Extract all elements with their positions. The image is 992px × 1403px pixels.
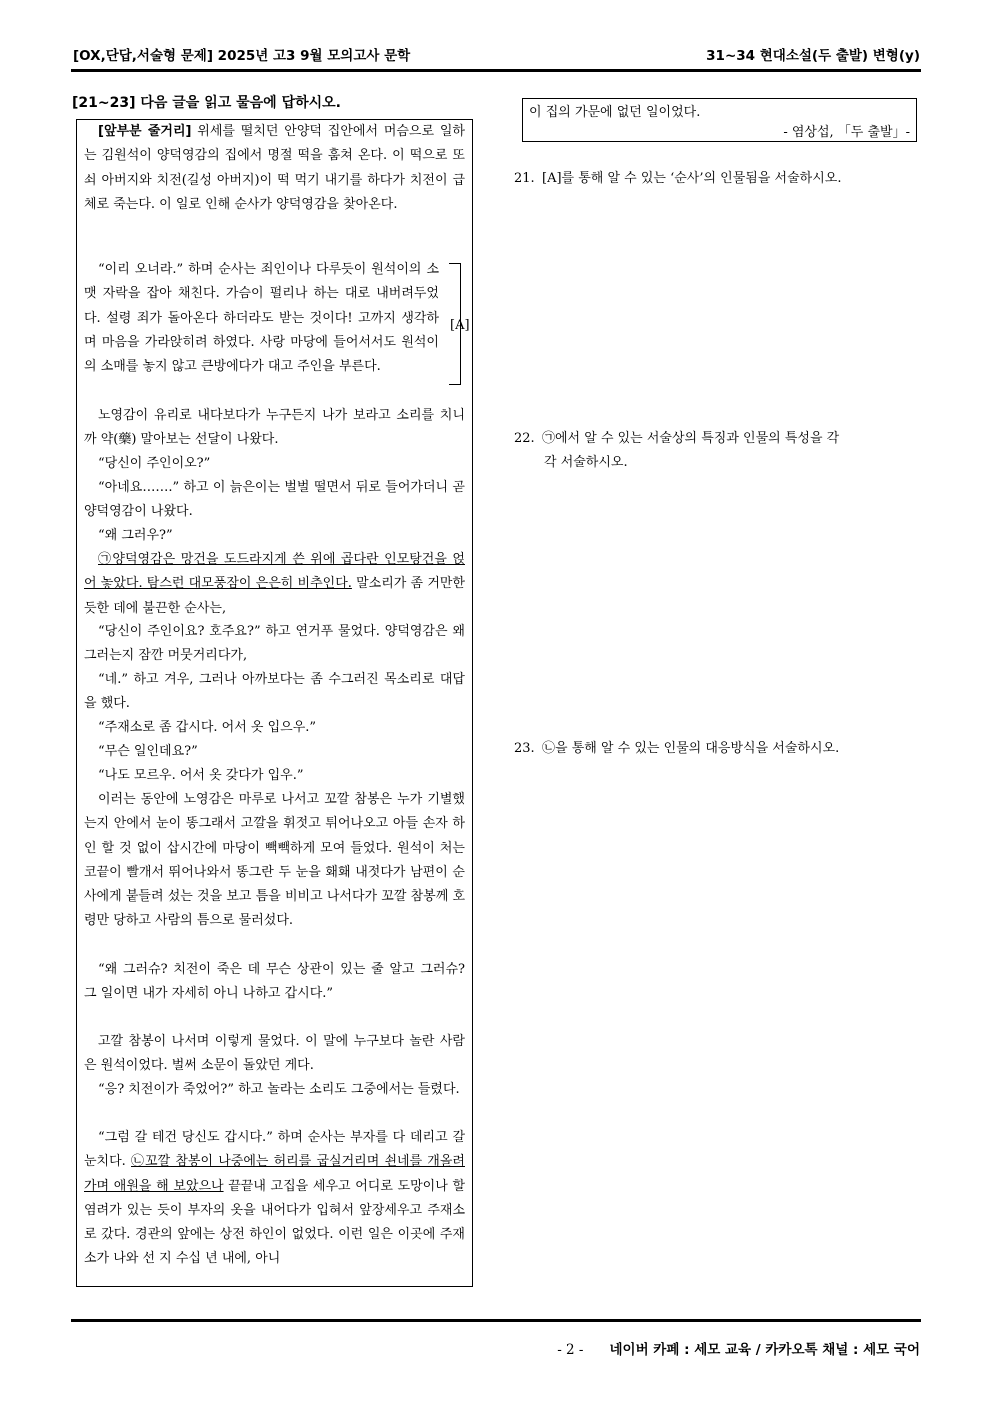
passage-paragraph: 이러는 동안에 노영감은 마루로 나서고 꼬깔 참봉은 누가 기별했는지 안에서 눈이 똥그래서 고깔을 휘젓고 튀어나오고 아들 손자 하인 할 것 없이 삽시간에 마당이 빽빽하게 모여 들었다. 원석이 처는 코끝이 빨개서 뛰어나와서 똥그란 두 눈을 홰홰 내젓다가 남편이 순사에게 붙들려 섰는 것을 보고 틈을 비비고 나서다가 꼬깔 참봉께 호령만 당하고 사람의 틈으로 물러섰다. <box>84 792 465 929</box>
footer-text: 네이버 카페 : 세모 교육 / 카카오톡 채널 : 세모 국어 <box>609 1342 920 1358</box>
passage-paragraph-a: “이리 오너라.” 하며 순사는 죄인이나 다루듯이 원석이의 소맷 자락을 잡아 채친다. 가슴이 펄리나 하는 대로 내버려두었다. 설령 죄가 돌아온다 하더라도 받는 것이다! 고까지 생각하며 마음을 가라앉히려 하였다. 사랑 마당에 들어서서도 원석이의 소매를 놓지 않고 큰방에다가 대고 주인을 부른다. <box>84 262 439 375</box>
passage-paragraph: “네.” 하고 겨우, 그러나 아까보다는 좀 수그러진 목소리로 대답을 했다. <box>84 672 465 712</box>
passage-paragraph: “당신이 주인이오?” <box>98 456 211 471</box>
passage-box <box>76 119 473 1287</box>
instruction: [21~23] 다음 글을 읽고 물음에 답하시오. <box>72 95 341 111</box>
source-citation: - 염상섭, 「두 출발」- <box>783 125 910 140</box>
passage-paragraph: “아네요…….” 하고 이 늙은이는 벌벌 떨면서 뒤로 들어가더니 곧 양덕영감이 나왔다. <box>84 480 465 520</box>
passage-paragraph: “주재소로 좀 갑시다. 어서 옷 입으우.” <box>98 720 317 735</box>
header-title: [OX,단답,서술형 문제] 2025년 고3 9월 모의고사 문학 <box>73 48 411 64</box>
summary-label: [앞부분 줄거리] <box>98 124 192 139</box>
summary-text: 위세를 떨치던 안양덕 집안에서 머슴으로 일하는 김원석이 양덕영감의 집에서 명절 떡을 훔쳐 온다. 이 떡으로 또쇠 아버지와 치전(길성 아버지)이 떡 먹기 내기를 하다가 치전이 급체로 죽는다. 이 일로 인해 순사가 양덕영감을 찾아온다. <box>84 124 465 212</box>
bracket-a-label: [A] <box>450 318 470 333</box>
header-subtitle: 31~34 현대소설(두 출발) 변형(y) <box>706 48 920 64</box>
passage-paragraph: “왜 그러우?” <box>98 528 173 543</box>
passage-paragraph: 고깔 참봉이 나서며 이렇게 물었다. 이 말에 누구보다 놀란 사람은 원석이었다. 벌써 소문이 돌았던 게다. <box>84 1034 465 1074</box>
passage-paragraph: 노영감이 유리로 내다보다가 누구든지 나가 보라고 소리를 치니까 약(藥) 말아보는 선달이 나왔다. <box>84 408 465 448</box>
page-number: - 2 - <box>557 1342 584 1358</box>
question-22: 22. ㉠에서 알 수 있는 서술상의 특징과 인물의 특성을 각 각 서술하시오. <box>514 431 840 470</box>
underlined-text-a: ㉠양덕영감은 망건을 도드라지게 쓴 위에 곱다란 인모탕건을 얹어 놓았다. 탐스런 대모풍잠이 은은히 비추인다. <box>84 552 465 592</box>
question-21: 21. [A]를 통해 알 수 있는 ‘순사’의 인물됨을 서술하시오. <box>514 171 842 186</box>
passage-paragraph: “무슨 일인데요?” <box>98 744 198 759</box>
passage-paragraph-underlined-a: ㉠양덕영감은 망건을 도드라지게 쓴 위에 곱다란 인모탕건을 얹어 놓았다. 탐스런 대모풍잠이 은은히 비추인다. 말소리가 좀 거만한 듯한 데에 불끈한 순사는, <box>84 552 465 616</box>
header-rule <box>71 69 921 72</box>
passage-summary <box>84 120 465 217</box>
footer <box>557 1338 920 1358</box>
continuation-text: 이 집의 가문에 없던 일이었다. <box>529 105 701 120</box>
passage-continuation-box <box>522 98 917 142</box>
underlined-text-b: ㉡꼬깔 참봉이 나중에는 허리를 굽실거리며 쇤네를 개올려 가며 애원을 해 보았으나 <box>84 1154 465 1194</box>
question-23: 23. ㉡을 통해 알 수 있는 인물의 대응방식을 서술하시오. <box>514 741 840 756</box>
passage-paragraph: “왜 그러슈? 치전이 죽은 데 무슨 상관이 있는 줄 알고 그러슈? 그 일이면 내가 자세히 아니 나하고 갑시다.” <box>84 962 465 1002</box>
passage-paragraph-underlined-b: “그럼 갈 테건 당신도 갑시다.” 하며 순사는 부자를 다 데리고 갈 눈치다. ㉡꼬깔 참봉이 나중에는 허리를 굽실거리며 쇤네를 개올려 가며 애원을 해 보았으나 끝끝내 고집을 세우고 어디로 도망이나 할 염려가 있는 듯이 부자의 옷을 내어다가 입혀서 앞장세우고 주재소로 갔다. 경관의 앞에는 상전 하인이 없었다. 이런 일은 이곳에 주재소가 나와 선 지 수십 년 내에, 아니 <box>84 1130 465 1267</box>
passage-paragraph: “당신이 주인이요? 호주요?” 하고 연거푸 물었다. 양덕영감은 왜 그러는지 잠깐 머뭇거리다가, <box>84 624 465 664</box>
passage-paragraph: “응? 치전이가 죽었어?” 하고 놀라는 소리도 그중에서는 들렸다. <box>98 1082 460 1097</box>
passage-paragraph: “나도 모르우. 어서 옷 갖다가 입우.” <box>98 768 304 783</box>
footer-rule <box>71 1319 921 1322</box>
